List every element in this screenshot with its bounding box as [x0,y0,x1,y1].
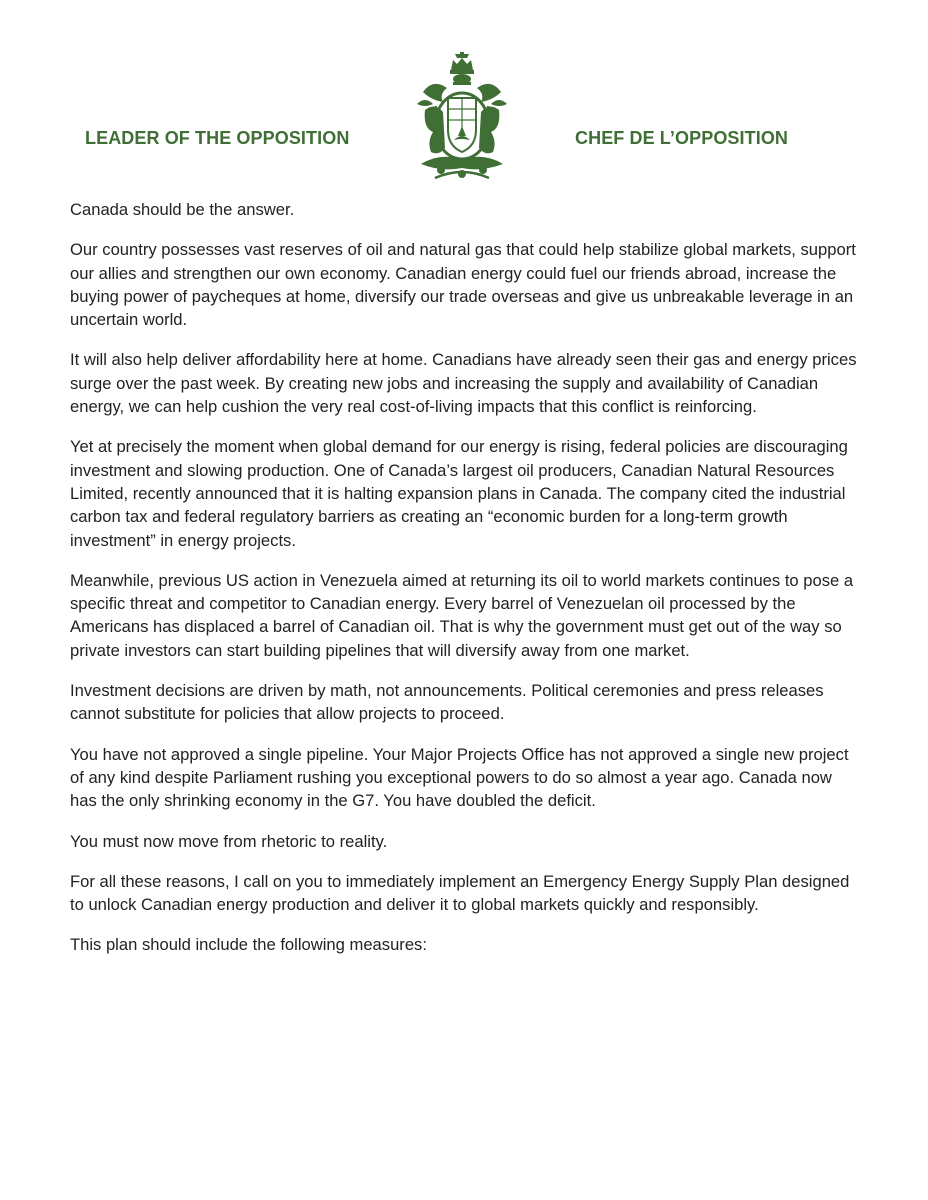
paragraph: Canada should be the answer. [70,200,295,219]
letterhead [0,0,928,200]
paragraph: You must now move from rhetoric to reality. [70,831,388,851]
paragraph: This plan should include the following measures: [70,935,427,955]
paragraph: You have not approved a single pipeline. Your Major Projects Office has not approved a single new project of any kind despite Parliament rushing you exceptional powers to do so almost a year ago. Canada now has the only shrinking economy in the G7. You have doubled the deficit. [70,744,849,811]
paragraph: It will also help deliver affordability here at home. Canadians have already seen their gas and energy prices surge over the past week. By creating new jobs and increasing the supply and availability of Canadian energy, we can help cushion the very real cost-of-living impacts that this conflict is reinforcing. [70,350,857,417]
paragraph: For all these reasons, I call on you to immediately implement an Emergency Energy Supply Plan designed to unlock Canadian energy production and deliver it to global markets quickly and responsibly. [70,871,850,915]
letterhead-title-en: LEADER OF THE OPPOSITION [85,128,350,148]
paragraph: Yet at precisely the moment when global demand for our energy is rising, federal policies are discouraging investment and slowing production. One of Canada’s largest oil producers, Canadian Natural Resources Limited, recently announced that it is halting expansion plans in Canada. The company cited the industrial carbon tax and federal regulatory barriers as creating an “economic burden for a long-term growth investment” in energy projects. [70,437,848,550]
letterhead-title-fr: CHEF DE L’OPPOSITION [575,128,789,148]
letter-body [70,198,860,974]
paragraph: Our country possesses vast reserves of oil and natural gas that could help stabilize global markets, support our allies and strengthen our own economy. Canadian energy could fuel our friends abroad, increase the buying power of paycheques at home, diversify our trade overseas and give us unbreakable leverage in an uncertain world. [70,240,856,330]
coat-of-arms-icon [411,52,513,184]
paragraph: Meanwhile, previous US action in Venezuela aimed at returning its oil to world markets continues to pose a specific threat and competitor to Canadian energy. Every barrel of Venezuelan oil processed by the Americans has displaced a barrel of Canadian oil. That is why the government must get out of the way so private investors can start building pipelines that will diversify away from one market. [70,570,854,660]
paragraph: Investment decisions are driven by math, not announcements. Political ceremonies and press releases cannot substitute for policies that allow projects to proceed. [70,681,824,724]
